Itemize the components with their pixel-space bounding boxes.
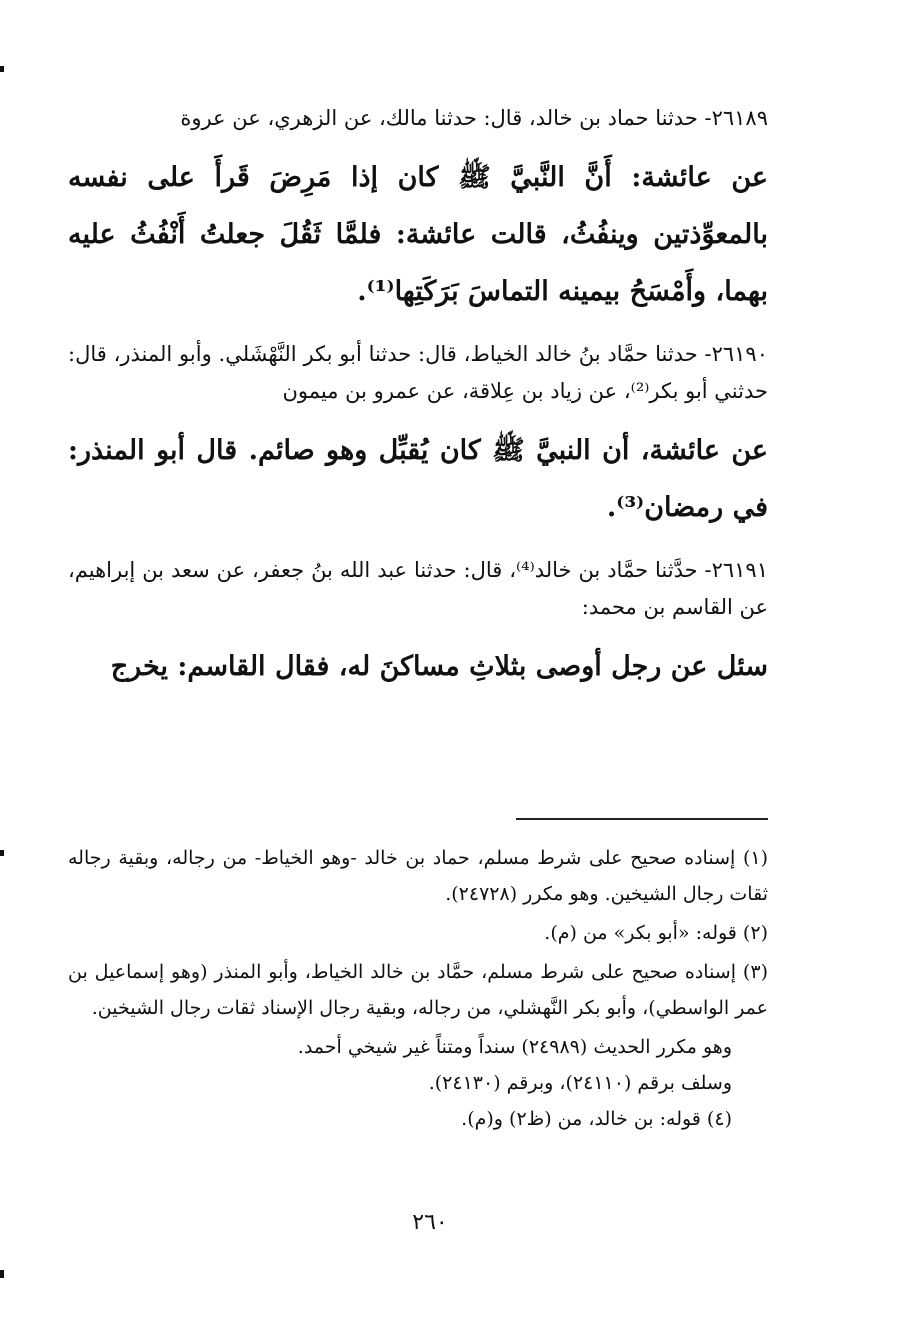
page-number: ٢٦٠ xyxy=(412,1210,448,1235)
hadith-matn-26190: عن عائشة، أن النبيَّ ﷺ كان يُقبِّل وهو صائم. قال أبو المنذر: في رمضان⁽³⁾. xyxy=(68,435,768,523)
footnote-3-continuation-2: وسلف برقم (٢٤١١٠)، وبرقم (٢٤١٣٠). xyxy=(428,1072,732,1094)
main-text xyxy=(68,100,768,711)
hadith-isnad-26189: ٢٦١٨٩- حدثنا حماد بن خالد، قال: حدثنا مالك، عن الزهري، عن عروة xyxy=(180,106,768,130)
hadith-matn-26191: سئل عن رجل أوصى بثلاثِ مساكنَ له، فقال القاسم: يخرج xyxy=(110,651,768,682)
footnote-separator xyxy=(516,818,768,820)
footnote-2: (٢) قوله: «أبو بكر» من (م). xyxy=(544,922,768,944)
footnote-1: (١) إسناده صحيح على شرط مسلم، حماد بن خالد -وهو الخياط- من رجاله، وبقية رجاله ثقات رجال الشيخين. وهو مكرر (٢٤٧٢٨). xyxy=(68,847,768,905)
hadith-isnad-26191: ٢٦١٩١- حدَّثنا حمَّاد بن خالد⁽⁴⁾، قال: حدثنا عبد الله بنُ جعفر، عن سعد بن إبراهيم، عن القاسم بن محمد: xyxy=(68,558,768,619)
scan-edge-mark xyxy=(0,1270,4,1278)
footnote-4: (٤) قوله: بن خالد، من (ظ٢) و(م). xyxy=(461,1108,732,1130)
scan-edge-mark xyxy=(0,850,4,856)
footnote-3-continuation-1: وهو مكرر الحديث (٢٤٩٨٩) سنداً ومتناً غير شيخي أحمد. xyxy=(297,1036,732,1058)
footnote-3: (٣) إسناده صحيح على شرط مسلم، حمَّاد بن خالد الخياط، وأبو المنذر (وهو إسماعيل بن عمر الواسطي)، وأبو بكر النَّهشلي، من رجاله، وبقية رجال الإسناد ثقات رجال الشيخين. xyxy=(68,961,768,1019)
hadith-isnad-26190: ٢٦١٩٠- حدثنا حمَّاد بنُ خالد الخياط، قال: حدثنا أبو بكر النَّهْشَلي. وأبو المنذر، قال: حدثني أبو بكر⁽²⁾، عن زياد بن عِلاقة، عن عمرو بن ميمون xyxy=(68,342,768,403)
hadith-matn-26189: عن عائشة: أَنَّ النَّبيَّ ﷺ كان إذا مَرِضَ قَرأَ على نفسه بالمعوِّذتين وينفُثُ، قالت عائشة: فلمَّا ثَقُلَ جعلتُ أَنْفُثُ عليه بهما، وأَمْسَحُ بيمينه التماسَ بَرَكَتِها⁽¹⁾. xyxy=(68,162,768,307)
scan-edge-mark xyxy=(0,66,4,72)
footnotes xyxy=(68,840,768,1137)
